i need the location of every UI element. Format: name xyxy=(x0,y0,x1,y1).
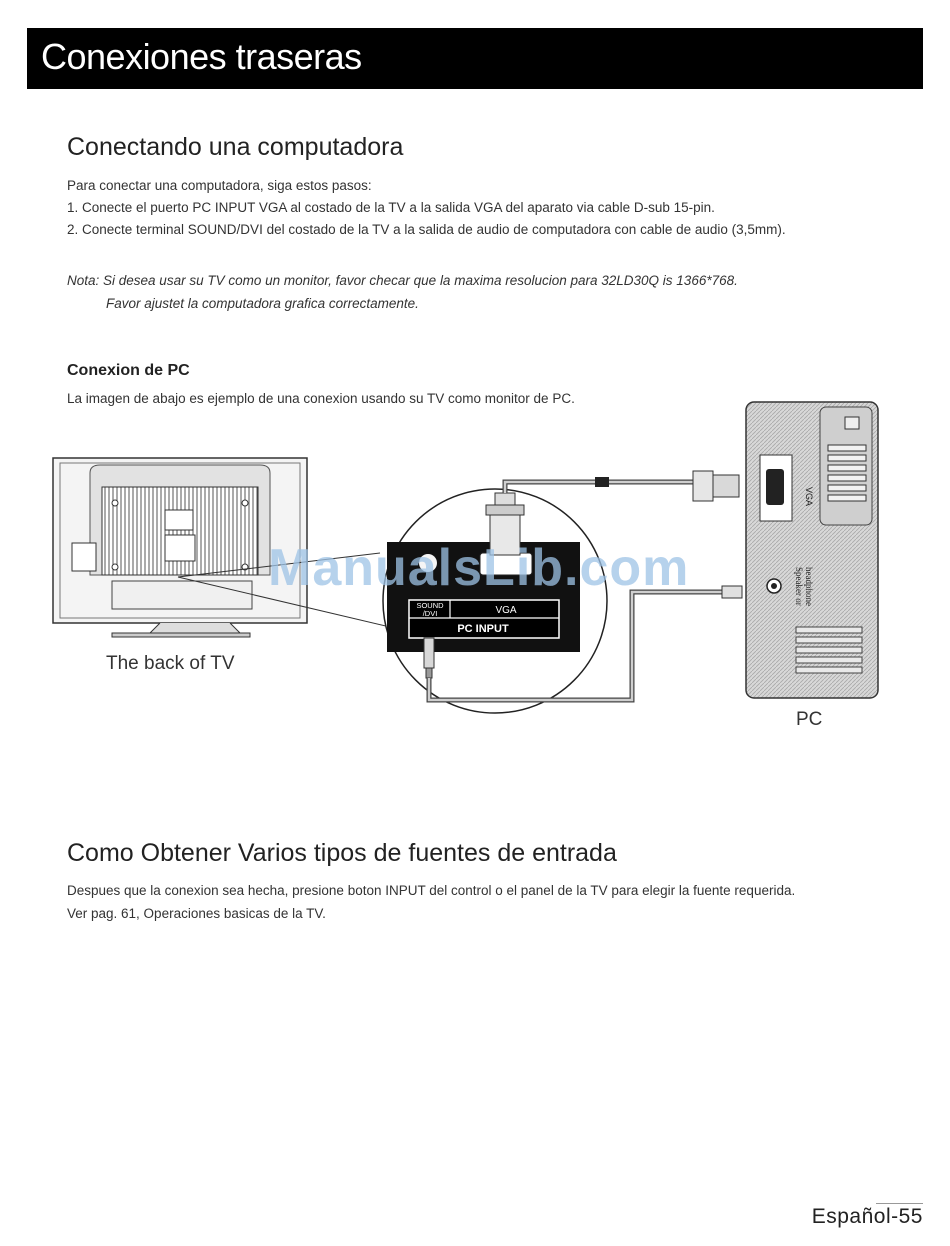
pc-tower-illustration xyxy=(746,402,878,698)
watermark: ManualsLib.com xyxy=(268,539,690,597)
port-sound-label-1: SOUND xyxy=(416,601,444,610)
port-sound-label-2: /DVI xyxy=(422,609,438,618)
pc-connection-description: La imagen de abajo es ejemplo de una conexion usando su TV como monitor de PC. xyxy=(67,391,575,406)
step-2: 2. Conecte terminal SOUND/DVI del costado de la TV a la salida de audio de computadora con cable de audio (3,5mm). xyxy=(67,222,786,237)
note-line-2: Favor ajustet la computadora grafica correctamente. xyxy=(106,296,419,311)
pc-vga-label: VGA xyxy=(804,487,814,507)
footer-rule xyxy=(876,1203,923,1204)
port-vga-label: VGA xyxy=(495,605,517,616)
page-title: Conexiones traseras xyxy=(41,36,362,77)
pc-speaker-label-2: headphone xyxy=(804,567,814,606)
zoom-circle xyxy=(383,489,607,713)
pc-label: PC xyxy=(796,709,823,730)
intro-text: Para conectar una computadora, siga estos pasos: xyxy=(67,178,372,193)
step-1: 1. Conecte el puerto PC INPUT VGA al costado de la TV a la salida VGA del aparato via cable D-sub 15-pin. xyxy=(67,200,715,215)
header-bar xyxy=(27,28,923,89)
vga-cable xyxy=(505,471,739,501)
tv-back-label: The back of TV xyxy=(106,653,235,674)
input-sources-line-1: Despues que la conexion sea hecha, presione boton INPUT del control o el panel de la TV para elegir la fuente requerida. xyxy=(67,883,796,898)
port-pc-input-label: PC INPUT xyxy=(457,623,509,635)
page-number: Español-55 xyxy=(811,1205,923,1228)
note-line-1: Nota: Si desea usar su TV como un monitor, favor checar que la maxima resolucion para 32LD30Q is 1366*768. xyxy=(67,273,738,288)
input-sources-line-2: Ver pag. 61, Operaciones basicas de la TV. xyxy=(67,906,326,921)
section-heading-input-sources: Como Obtener Varios tipos de fuentes de entrada xyxy=(67,839,617,867)
pc-connection-heading: Conexion de PC xyxy=(67,362,190,379)
section-heading-computer: Conectando una computadora xyxy=(67,133,404,161)
note xyxy=(67,269,738,315)
pc-speaker-label-1: Speaker or xyxy=(794,567,804,606)
